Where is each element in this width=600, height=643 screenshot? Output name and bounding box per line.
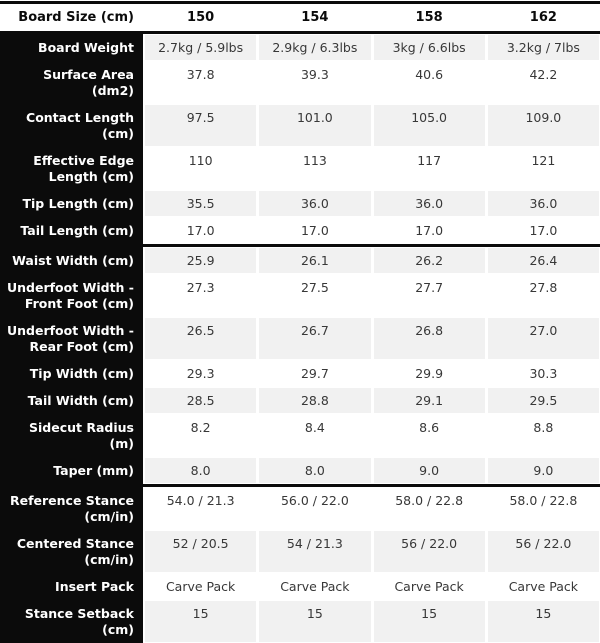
spec-value-cell: 42.2	[486, 61, 600, 104]
table-row	[0, 274, 600, 317]
table-row	[0, 317, 600, 360]
table-row	[0, 34, 600, 61]
table-row	[0, 61, 600, 104]
spec-value-cell: 56.0 / 22.0	[257, 487, 371, 530]
spec-value-cell: 97.5	[143, 104, 257, 147]
spec-value-cell: 27.5	[257, 274, 371, 317]
spec-value-cell: 26.7	[257, 317, 371, 360]
table-row	[0, 600, 600, 643]
spec-value-cell: 54.0 / 21.3	[143, 487, 257, 530]
spec-value-cell: 8.6	[372, 414, 486, 457]
spec-value-cell: 113	[257, 147, 371, 190]
spec-value-cell: 110	[143, 147, 257, 190]
spec-value-cell: 29.1	[372, 387, 486, 414]
spec-value-cell: 17.0	[143, 217, 257, 244]
spec-value-cell: 30.3	[486, 360, 600, 387]
spec-value-cell: 27.7	[372, 274, 486, 317]
spec-value-cell: 17.0	[486, 217, 600, 244]
spec-value-cell: 117	[372, 147, 486, 190]
spec-value-cell: 25.9	[143, 247, 257, 274]
row-label: Sidecut Radius (m)	[0, 414, 143, 457]
spec-value-cell: 3kg / 6.6lbs	[372, 34, 486, 61]
table-row	[0, 457, 600, 484]
row-label: Board Weight	[0, 34, 143, 61]
spec-value-cell: 26.1	[257, 247, 371, 274]
table-body	[0, 34, 600, 643]
spec-value-cell: 9.0	[486, 457, 600, 484]
row-label: Reference Stance (cm/in)	[0, 487, 143, 530]
spec-value-cell: 109.0	[486, 104, 600, 147]
spec-value-cell: 37.8	[143, 61, 257, 104]
spec-value-cell: 26.2	[372, 247, 486, 274]
table-row	[0, 360, 600, 387]
spec-value-cell: 2.7kg / 5.9lbs	[143, 34, 257, 61]
header-label: Board Size (cm)	[0, 4, 143, 31]
spec-value-cell: 8.2	[143, 414, 257, 457]
row-label: Underfoot Width - Rear Foot (cm)	[0, 317, 143, 360]
header-column-150: 150	[143, 4, 257, 31]
spec-value-cell: 8.4	[257, 414, 371, 457]
table-row	[0, 487, 600, 530]
table-row	[0, 217, 600, 244]
row-label: Tip Width (cm)	[0, 360, 143, 387]
table-row	[0, 147, 600, 190]
spec-value-cell: 27.3	[143, 274, 257, 317]
spec-value-cell: 17.0	[257, 217, 371, 244]
row-label: Insert Pack	[0, 573, 143, 600]
spec-value-cell: 27.8	[486, 274, 600, 317]
row-label: Centered Stance (cm/in)	[0, 530, 143, 573]
spec-value-cell: 26.8	[372, 317, 486, 360]
spec-value-cell: 3.2kg / 7lbs	[486, 34, 600, 61]
spec-value-cell: 17.0	[372, 217, 486, 244]
table-header-row	[0, 4, 600, 31]
spec-value-cell: 26.4	[486, 247, 600, 274]
spec-value-cell: 9.0	[372, 457, 486, 484]
spec-value-cell: 2.9kg / 6.3lbs	[257, 34, 371, 61]
table-row	[0, 247, 600, 274]
spec-value-cell: 105.0	[372, 104, 486, 147]
row-label: Contact Length (cm)	[0, 104, 143, 147]
spec-value-cell: 54 / 21.3	[257, 530, 371, 573]
header-column-158: 158	[372, 4, 486, 31]
spec-value-cell: 39.3	[257, 61, 371, 104]
spec-value-cell: 35.5	[143, 190, 257, 217]
table-row	[0, 190, 600, 217]
table-row	[0, 414, 600, 457]
spec-value-cell: 36.0	[257, 190, 371, 217]
header-column-162: 162	[486, 4, 600, 31]
spec-value-cell: Carve Pack	[372, 573, 486, 600]
spec-value-cell: 56 / 22.0	[486, 530, 600, 573]
table-row	[0, 530, 600, 573]
spec-value-cell: 121	[486, 147, 600, 190]
spec-value-cell: 28.5	[143, 387, 257, 414]
row-label: Tip Length (cm)	[0, 190, 143, 217]
spec-value-cell: 29.3	[143, 360, 257, 387]
spec-value-cell: 28.8	[257, 387, 371, 414]
spec-value-cell: 58.0 / 22.8	[372, 487, 486, 530]
spec-value-cell: 29.9	[372, 360, 486, 387]
row-label: Surface Area (dm2)	[0, 61, 143, 104]
header-column-154: 154	[257, 4, 371, 31]
spec-value-cell: Carve Pack	[486, 573, 600, 600]
spec-value-cell: 101.0	[257, 104, 371, 147]
spec-value-cell: 15	[143, 600, 257, 643]
row-label: Stance Setback (cm)	[0, 600, 143, 643]
row-label: Taper (mm)	[0, 457, 143, 484]
spec-value-cell: 8.0	[257, 457, 371, 484]
spec-value-cell: Carve Pack	[143, 573, 257, 600]
spec-value-cell: 29.5	[486, 387, 600, 414]
spec-value-cell: 15	[486, 600, 600, 643]
spec-value-cell: 36.0	[372, 190, 486, 217]
spec-value-cell: 36.0	[486, 190, 600, 217]
spec-value-cell: 15	[372, 600, 486, 643]
spec-value-cell: 8.8	[486, 414, 600, 457]
table-row	[0, 104, 600, 147]
spec-value-cell: 56 / 22.0	[372, 530, 486, 573]
spec-value-cell: 15	[257, 600, 371, 643]
spec-value-cell: 29.7	[257, 360, 371, 387]
spec-value-cell: Carve Pack	[257, 573, 371, 600]
spec-value-cell: 8.0	[143, 457, 257, 484]
row-label: Underfoot Width - Front Foot (cm)	[0, 274, 143, 317]
row-label: Tail Length (cm)	[0, 217, 143, 244]
row-label: Effective Edge Length (cm)	[0, 147, 143, 190]
row-label: Waist Width (cm)	[0, 247, 143, 274]
spec-value-cell: 40.6	[372, 61, 486, 104]
spec-value-cell: 27.0	[486, 317, 600, 360]
row-label: Tail Width (cm)	[0, 387, 143, 414]
spec-value-cell: 52 / 20.5	[143, 530, 257, 573]
table-row	[0, 573, 600, 600]
spec-value-cell: 58.0 / 22.8	[486, 487, 600, 530]
spec-value-cell: 26.5	[143, 317, 257, 360]
table-row	[0, 387, 600, 414]
